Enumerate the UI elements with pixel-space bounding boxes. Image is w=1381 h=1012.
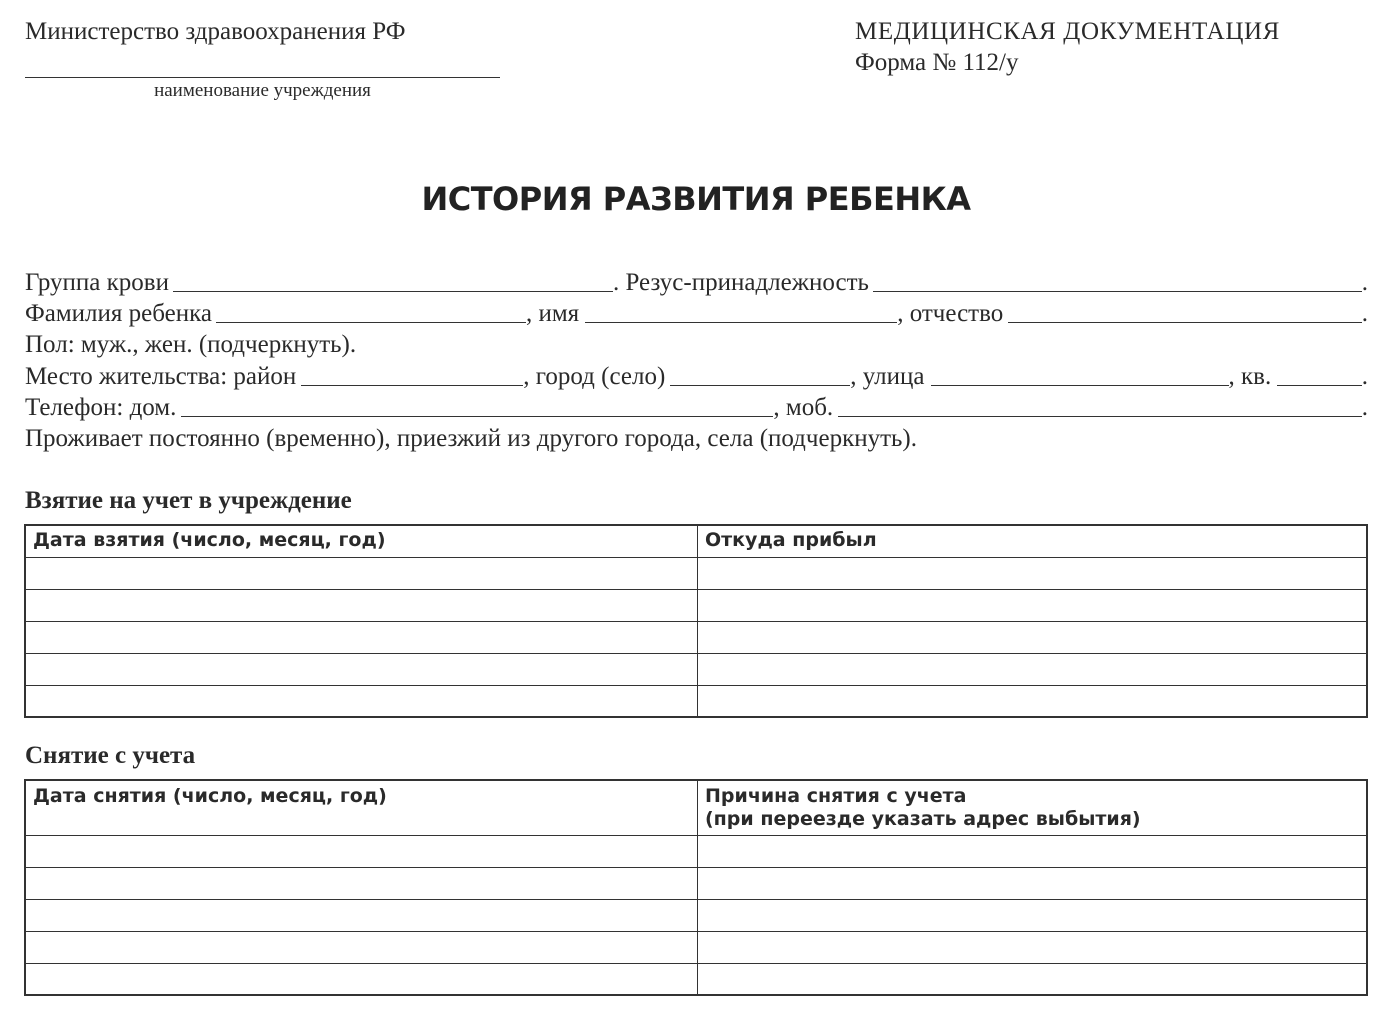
phone-row <box>25 391 1368 422</box>
arrived-from-header: Откуда прибыл <box>698 525 1368 557</box>
first-name-field[interactable] <box>585 300 897 323</box>
date-cell[interactable] <box>25 685 698 717</box>
deregistration-heading: Снятие с учета <box>25 742 196 769</box>
form-number: Форма № 112/у <box>855 49 1019 76</box>
apartment-label: , кв. <box>1228 363 1272 390</box>
deregistration-date-header: Дата снятия (число, месяц, год) <box>25 780 698 835</box>
date-cell[interactable] <box>25 835 698 867</box>
reason-cell[interactable] <box>698 931 1368 963</box>
table-row <box>25 899 1367 931</box>
reason-cell[interactable] <box>698 867 1368 899</box>
origin-cell[interactable] <box>698 653 1368 685</box>
home-phone-field[interactable] <box>181 394 773 417</box>
date-cell[interactable] <box>25 653 698 685</box>
deregistration-reason-header <box>698 780 1368 835</box>
mobile-phone-field[interactable] <box>838 394 1362 417</box>
table-row <box>25 931 1367 963</box>
date-cell[interactable] <box>25 621 698 653</box>
name-row <box>25 297 1368 328</box>
reason-header-line2: (при переезде указать адрес выбытия) <box>705 808 1141 830</box>
patronymic-label: , отчество <box>897 300 1004 327</box>
registration-date-header: Дата взятия (число, месяц, год) <box>25 525 698 557</box>
residence-status-text: Проживает постоянно (временно), приезжий из другого города, села (подчеркнуть). <box>25 425 917 452</box>
district-field[interactable] <box>301 363 523 386</box>
date-cell[interactable] <box>25 557 698 589</box>
blood-row <box>25 266 1368 297</box>
origin-cell[interactable] <box>698 685 1368 717</box>
table-header-row <box>25 525 1367 557</box>
apartment-field[interactable] <box>1277 363 1362 386</box>
surname-label: Фамилия ребенка <box>25 300 212 327</box>
origin-cell[interactable] <box>698 557 1368 589</box>
table-row <box>25 557 1367 589</box>
table-row <box>25 963 1367 995</box>
first-name-label: , имя <box>525 300 580 327</box>
date-cell[interactable] <box>25 963 698 995</box>
date-cell[interactable] <box>25 867 698 899</box>
table-row <box>25 589 1367 621</box>
mobile-phone-label: , моб. <box>773 394 834 421</box>
origin-cell[interactable] <box>698 621 1368 653</box>
origin-cell[interactable] <box>698 589 1368 621</box>
period: . <box>1361 363 1368 390</box>
registration-table <box>24 524 1368 718</box>
rhesus-field[interactable] <box>873 269 1362 292</box>
blood-group-field[interactable] <box>173 269 613 292</box>
document-title: ИСТОРИЯ РАЗВИТИЯ РЕБЕНКА <box>421 180 971 218</box>
period: . <box>1361 394 1368 421</box>
city-label: , город (село) <box>523 363 666 390</box>
sex-label: Пол: муж., жен. (подчеркнуть). <box>25 331 357 358</box>
street-label: , улица <box>850 363 925 390</box>
city-field[interactable] <box>670 363 850 386</box>
home-phone-label: Телефон: дом. <box>25 394 177 421</box>
rhesus-label: . Резус-принадлежность <box>612 269 869 296</box>
date-cell[interactable] <box>25 899 698 931</box>
table-row <box>25 685 1367 717</box>
surname-field[interactable] <box>216 300 526 323</box>
registration-heading: Взятие на учет в учреждение <box>25 487 352 514</box>
deregistration-table <box>24 779 1368 996</box>
table-row <box>25 867 1367 899</box>
table-row <box>25 621 1367 653</box>
district-label: Место жительства: район <box>25 363 297 390</box>
period: . <box>1361 300 1368 327</box>
table-row <box>25 653 1367 685</box>
period: . <box>1361 269 1368 296</box>
patronymic-field[interactable] <box>1008 300 1362 323</box>
street-field[interactable] <box>931 363 1229 386</box>
date-cell[interactable] <box>25 931 698 963</box>
document-category: МЕДИЦИНСКАЯ ДОКУМЕНТАЦИЯ <box>855 18 1280 45</box>
table-row <box>25 835 1367 867</box>
residence-row <box>25 360 1368 391</box>
blood-group-label: Группа крови <box>25 269 169 296</box>
sex-row <box>25 328 1368 359</box>
reason-cell[interactable] <box>698 835 1368 867</box>
date-cell[interactable] <box>25 589 698 621</box>
ministry-name: Министерство здравоохранения РФ <box>25 18 406 45</box>
institution-name-line[interactable] <box>25 77 500 78</box>
reason-header-line1: Причина снятия с учета <box>705 785 967 807</box>
reason-cell[interactable] <box>698 899 1368 931</box>
table-header-row <box>25 780 1367 835</box>
institution-caption: наименование учреждения <box>154 80 371 101</box>
residence-status-row <box>25 422 1368 453</box>
reason-cell[interactable] <box>698 963 1368 995</box>
